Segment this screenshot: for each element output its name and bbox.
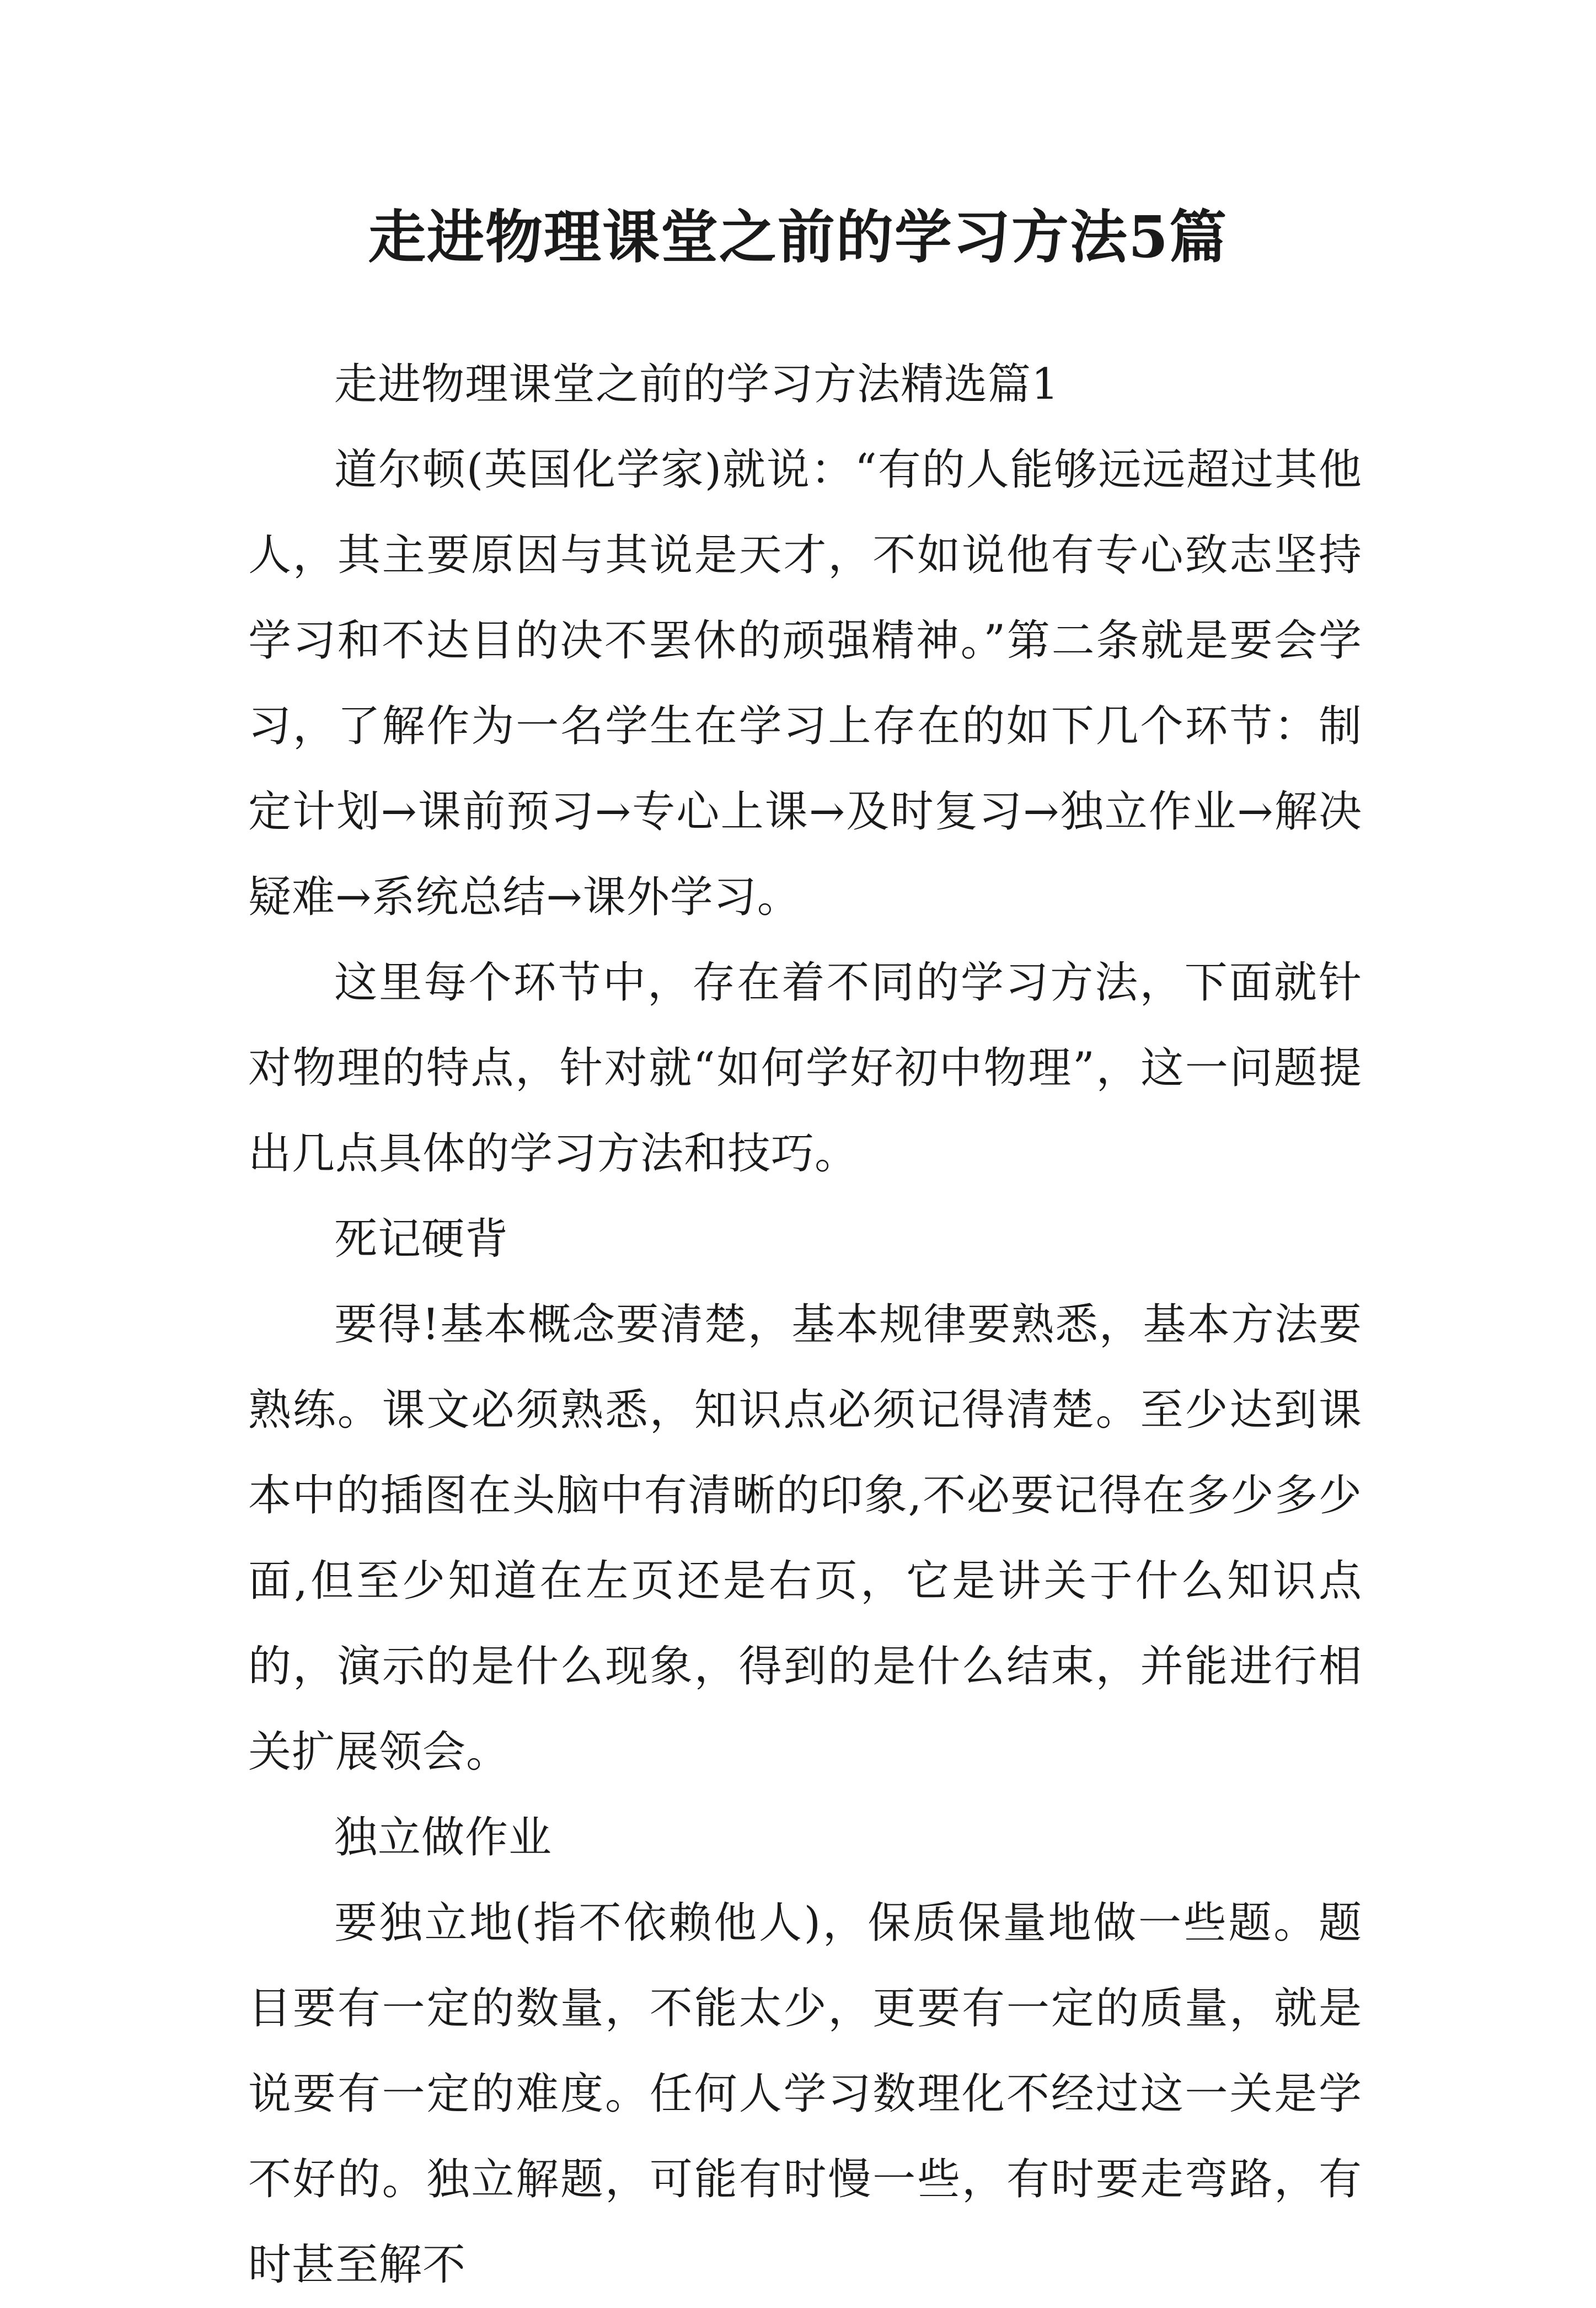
section-heading: 死记硬背	[334, 1214, 509, 1264]
document-body	[248, 342, 1362, 2308]
document-title: 走进物理课堂之前的学习方法5篇	[368, 203, 1228, 271]
section-heading: 走进物理课堂之前的学习方法精选篇1	[334, 360, 1059, 409]
body-paragraph: 要得!基本概念要清楚，基本规律要熟悉，基本方法要熟练。课文必须熟悉，知识点必须记得清楚。至少达到课本中的插图在头脑中有清晰的印象,不必要记得在多少多少面,但至少知道在左页还是右页，它是讲关于什么知识点的，演示的是什么现象，得到的是什么结束，并能进行相关扩展领会。	[248, 1300, 1362, 1777]
body-paragraph: 这里每个环节中，存在着不同的学习方法，下面就针对物理的特点，针对就“如何学好初中物理”，这一问题提出几点具体的学习方法和技巧。	[248, 958, 1362, 1179]
body-paragraph: 道尔顿(英国化学家)就说：“有的人能够远远超过其他人，其主要原因与其说是天才，不如说他有专心致志坚持学习和不达目的决不罢休的顽强精神。”第二条就是要会学习，了解作为一名学生在学习上存在的如下几个环节：制定计划→课前预习→专心上课→及时复习→独立作业→解决疑难→系统总结→课外学习。	[248, 445, 1362, 922]
section-heading: 独立做作业	[334, 1813, 553, 1862]
body-paragraph: 要独立地(指不依赖他人)，保质保量地做一些题。题目要有一定的数量，不能太少，更要有一定的质量，就是说要有一定的难度。任何人学习数理化不经过这一关是学不好的。独立解题，可能有时慢一些，有时要走弯路，有时甚至解不	[248, 1898, 1362, 2290]
